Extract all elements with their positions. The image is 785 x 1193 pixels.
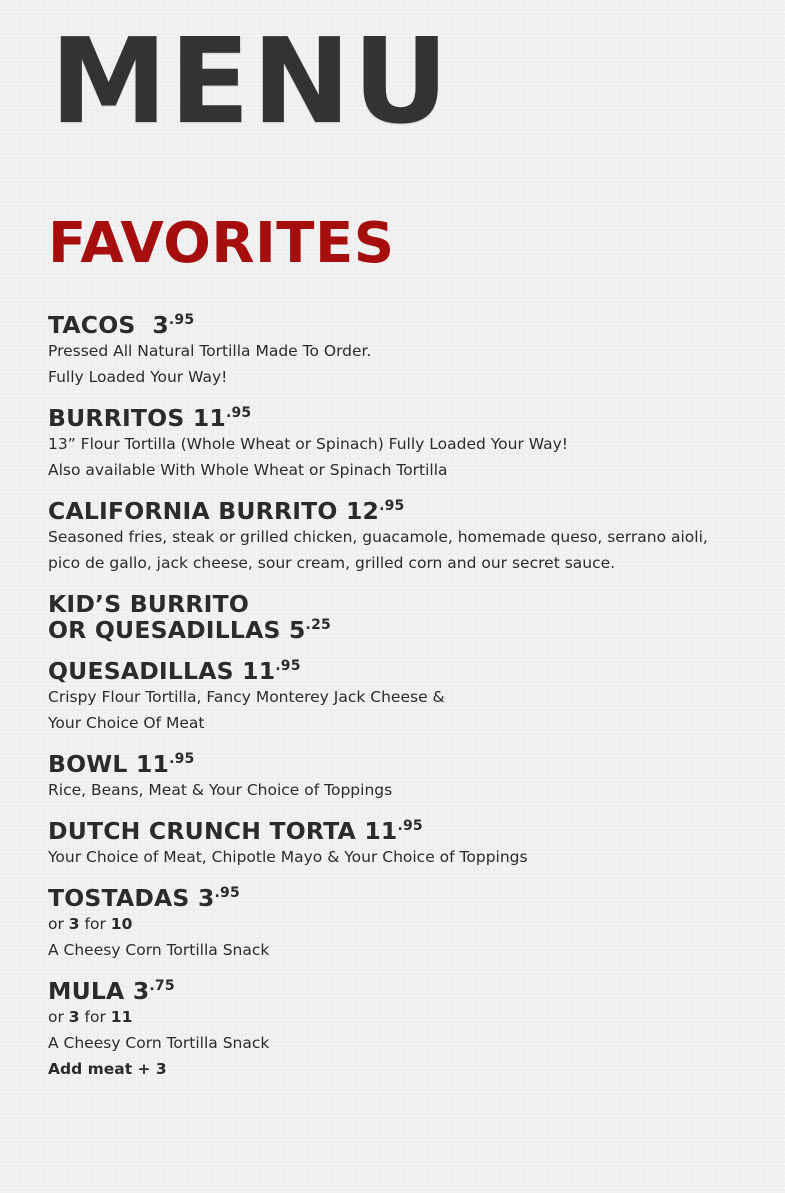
deal-quantity: 3	[68, 915, 80, 933]
item-name: TOSTADAS	[48, 884, 190, 912]
deal-or: or	[48, 915, 64, 933]
item-title	[48, 818, 748, 844]
item-price-cents: .95	[397, 818, 423, 834]
menu-title: MENU	[50, 12, 451, 150]
item-price-cents: .95	[169, 751, 195, 767]
deal-for: for	[84, 915, 106, 933]
item-name: BURRITOS	[48, 404, 185, 432]
item-title	[48, 498, 748, 524]
item-price-cents: .95	[275, 658, 301, 674]
item-price: 11	[364, 817, 398, 845]
item-title	[48, 591, 748, 643]
addon-text: Add meat + 3	[48, 1060, 167, 1078]
item-price: 11	[135, 750, 170, 778]
item-title	[48, 978, 748, 1004]
item-name: KID’S BURRITO	[48, 590, 250, 618]
item-name: QUESADILLAS	[48, 657, 234, 685]
item-price-cents: .95	[168, 312, 195, 328]
menu-item-mula	[48, 978, 748, 1082]
item-description: 13” Flour Tortilla (Whole Wheat or Spinach) Fully Loaded Your Way!	[48, 435, 568, 453]
item-price: 3	[152, 311, 169, 339]
deal-for: for	[84, 1008, 106, 1026]
item-name: CALIFORNIA BURRITO	[48, 497, 338, 525]
deal-price: 11	[110, 1008, 133, 1026]
item-description: pico de gallo, jack cheese, sour cream, grilled corn and our secret sauce.	[48, 554, 616, 572]
item-price-cents: .75	[149, 978, 175, 994]
item-price: 11	[242, 657, 276, 685]
item-name: BOWL	[48, 750, 128, 778]
item-name: DUTCH CRUNCH TORTA	[48, 817, 356, 845]
item-title	[48, 312, 748, 338]
menu-item-dutch-crunch-torta	[48, 818, 748, 870]
menu-item-tacos	[48, 312, 748, 390]
menu-items-list	[48, 312, 748, 1097]
menu-item-quesadillas	[48, 658, 748, 736]
item-addon	[48, 1056, 748, 1082]
item-title	[48, 405, 748, 431]
item-name: TACOS	[48, 311, 136, 339]
item-description: A Cheesy Corn Tortilla Snack	[48, 1034, 270, 1052]
item-description: Pressed All Natural Tortilla Made To Order.	[48, 342, 372, 360]
item-deal	[48, 1004, 748, 1030]
item-description: Your Choice of Meat, Chipotle Mayo & Your Choice of Toppings	[48, 848, 528, 866]
menu-item-burritos	[48, 405, 748, 483]
item-description: Crispy Flour Tortilla, Fancy Monterey Jack Cheese &	[48, 688, 445, 706]
item-title	[48, 751, 748, 777]
item-description: A Cheesy Corn Tortilla Snack	[48, 941, 270, 959]
section-title-favorites: FAVORITES	[48, 211, 395, 276]
item-description: Fully Loaded Your Way!	[48, 368, 228, 386]
menu-item-bowl	[48, 751, 748, 803]
item-title	[48, 885, 748, 911]
item-price-cents: .95	[379, 498, 405, 514]
item-price: 12	[345, 497, 380, 525]
item-price-cents: .95	[225, 405, 252, 421]
item-name: OR QUESADILLAS	[48, 616, 281, 644]
item-price-cents: .95	[214, 885, 240, 901]
item-price: 11	[192, 404, 226, 432]
deal-or: or	[48, 1008, 64, 1026]
item-description: Seasoned fries, steak or grilled chicken, guacamole, homemade queso, serrano aioli,	[48, 528, 708, 546]
item-price: 3	[197, 884, 215, 912]
item-price-cents: .25	[305, 617, 331, 633]
item-price: 5	[288, 616, 306, 644]
item-description: Also available With Whole Wheat or Spinach Tortilla	[48, 461, 448, 479]
menu-item-tostadas	[48, 885, 748, 963]
item-name: MULA	[48, 977, 125, 1005]
item-title	[48, 658, 748, 684]
item-price: 3	[132, 977, 150, 1005]
deal-price: 10	[110, 915, 133, 933]
item-deal	[48, 911, 748, 937]
item-description: Rice, Beans, Meat & Your Choice of Toppings	[48, 781, 393, 799]
menu-item-california-burrito	[48, 498, 748, 576]
menu-item-kids-burrito	[48, 591, 748, 643]
item-description: Your Choice Of Meat	[48, 714, 205, 732]
deal-quantity: 3	[68, 1008, 80, 1026]
